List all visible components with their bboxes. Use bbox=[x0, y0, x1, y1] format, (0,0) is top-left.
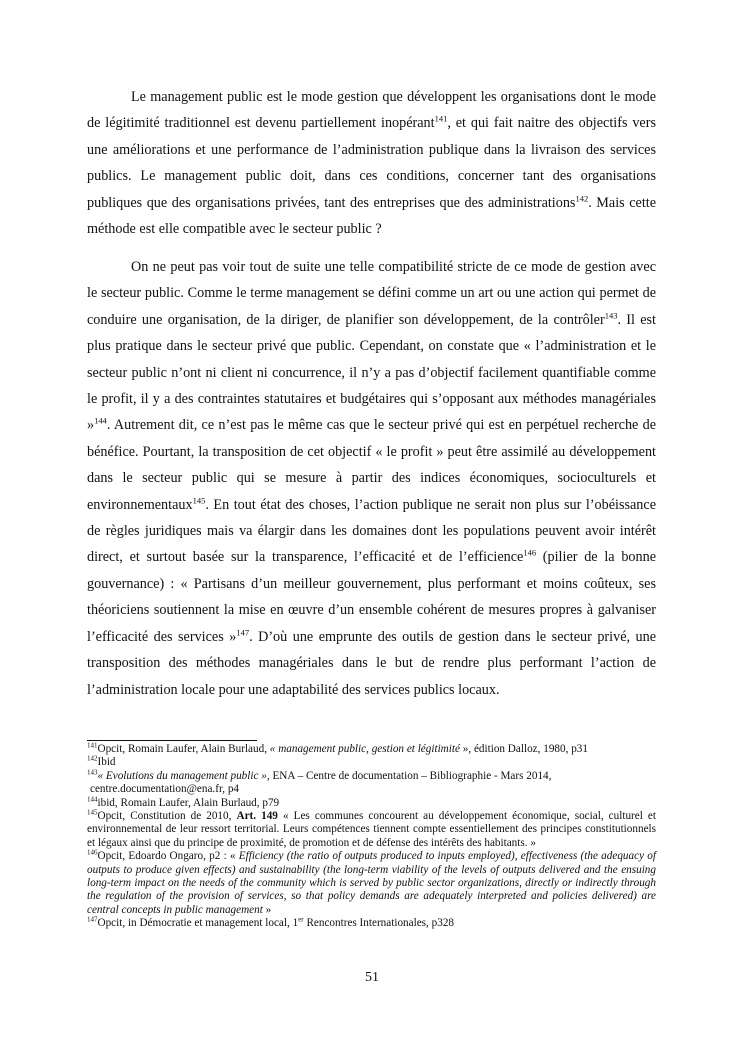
footnote-quote: Efficiency (the ratio of outputs produced to inputs employed), effectiveness (the adequacy of outputs to produce given effects) and sustainability (the long-term viability of the levels of outputs delivered and the ensuing long-term impact on the needs of the community which is served by public sector organizations, directly or indirectly through the regulation of the provision of services, so that policy demands are adequately interpreted and policies delivered) are central concepts in public management bbox=[87, 850, 656, 916]
text-run: (pilier de la bonne gouvernance) : « Partisans d’un meilleur gouvernement, plus performant et moins coûteux, ses théoriciens soutiennent la mise en œuvre d’un ensemble cohérent de mesures propres à galvaniser l’efficacité des services » bbox=[87, 549, 656, 645]
footnote-147 bbox=[87, 917, 656, 930]
text-run: . D’où une emprunte des outils de gestion dans le secteur privé, une transposition des méthodes managériales dans le but de rendre plus performant l’action de l’administration locale pour une adaptabilité des services publics locaux. bbox=[87, 628, 656, 698]
footnote-separator bbox=[87, 740, 257, 741]
footnote-text: » bbox=[262, 903, 272, 916]
footnote-144 bbox=[87, 794, 656, 810]
footnote-text: Ibid bbox=[97, 756, 116, 769]
footnote-143 bbox=[87, 770, 656, 797]
footnote-email[interactable]: centre.documentation@ena.fr, p4 bbox=[90, 783, 240, 796]
text-run: . Autrement dit, ce n’est pas le même cas que le secteur privé qui est en perpétuel recherche de bénéfice. Pourtant, la transposition de cet objectif « le profit » peut être assimilé au développement dans le secteur public qui se mesure à partir des indices économiques, socioculturels et environnementaux bbox=[87, 417, 656, 513]
text-run: . Mais cette méthode est elle compatible avec le secteur public ? bbox=[87, 194, 657, 238]
ordinal-suffix: er bbox=[298, 915, 304, 924]
footnote-ref-141[interactable]: 141 bbox=[434, 113, 448, 124]
footnote-title: « management public, gestion et légitimité bbox=[269, 743, 460, 755]
page-number: 51 bbox=[365, 970, 379, 985]
footnote-text: Opcit, Constitution de 2010, bbox=[97, 810, 237, 823]
footnote-142 bbox=[87, 756, 656, 769]
footnote-title: « Evolutions du management public » bbox=[97, 769, 267, 782]
footnote-number: 147 bbox=[87, 915, 98, 924]
footnote-number: 145 bbox=[87, 808, 98, 817]
footnote-141 bbox=[87, 743, 656, 756]
footnote-text: « Les communes concourent au développement économique, social, culturel et environnemental de leur ressort territorial. Leurs compétences tiennent compte essentiellement des principes constitutionnels et légaux ainsi que du principe de proximité, de promotion et de défense des intérêts des habitants. » bbox=[87, 810, 656, 849]
footnote-text: Rencontres Internationales, p328 bbox=[303, 917, 455, 930]
footnote-145 bbox=[87, 810, 656, 850]
footnote-text: , ENA – Centre de documentation – Bibliographie - Mars 2014, bbox=[266, 769, 552, 782]
footnote-ref-144[interactable]: 144 bbox=[94, 415, 107, 426]
footnote-ref-145[interactable]: 145 bbox=[192, 494, 206, 505]
text-run: On ne peut pas voir tout de suite une telle compatibilité stricte de ce mode de gestion avec le secteur public. Comme le terme management se défini comme un art ou une action qui permet de conduire une organisation, de la diriger, de planifier son développement, de la contrôler bbox=[87, 259, 656, 328]
footnote-ref-147[interactable]: 147 bbox=[236, 626, 250, 637]
footnote-number: 142 bbox=[87, 754, 98, 763]
text-run: . En tout état des choses, l’action publique ne serait non plus sur l’obéissance de règles juridiques mais va élargir dans les domaines dont les populations peuvent avoir intérêt direct, et surtout basée sur la transparence, l’efficacité et de l’efficience bbox=[87, 496, 656, 566]
text-run: . Il est plus pratique dans le secteur privé que public. Cependant, on constate que « l’administration et le secteur public n’ont ni client ni concurrence, il n’y a pas d’objectif facilement quantifiable comme le profit, il y a des contraintes statutaires et budgétaires qui s’opposant aux méthodes managériales » bbox=[87, 311, 656, 434]
text-run: , et qui fait naitre des objectifs vers une améliorations et une performance de l’administration publique dans la livraison des services publics. Le management public doit, dans ces conditions, concerner tant des organisations publiques que des organisations privées, tant des entreprises que des administrations bbox=[87, 115, 656, 211]
footnote-ref-142[interactable]: 142 bbox=[575, 192, 589, 203]
footnote-text: Opcit, Romain Laufer, Alain Burlaud, bbox=[97, 743, 270, 755]
footnotes bbox=[87, 743, 656, 931]
footnote-number: 143 bbox=[87, 768, 98, 777]
paragraph-2 bbox=[87, 254, 656, 703]
footnote-number: 141 bbox=[87, 741, 98, 750]
text-run: Le management public est le mode gestion que développent les organisations dont le mode de légitimité traditionnel est devenu partiellement inopérant bbox=[87, 89, 656, 132]
footnote-text: Opcit, in Démocratie et management local, 1 bbox=[97, 917, 299, 930]
footnote-text: Opcit, Edoardo Ongaro, p2 : « bbox=[97, 850, 239, 863]
footnote-number: 144 bbox=[87, 794, 98, 803]
footnote-146 bbox=[87, 850, 656, 917]
footnote-ref-146[interactable]: 146 bbox=[523, 547, 537, 558]
footnote-ref-143[interactable]: 143 bbox=[604, 310, 618, 321]
footnote-number: 146 bbox=[87, 848, 98, 857]
footnote-text: ibid, Romain Laufer, Alain Burlaud, p79 bbox=[97, 796, 280, 809]
footnote-text: », édition Dalloz, 1980, p31 bbox=[459, 743, 588, 755]
paragraph-1 bbox=[87, 84, 656, 242]
footnote-article: Art. 149 bbox=[236, 810, 278, 823]
